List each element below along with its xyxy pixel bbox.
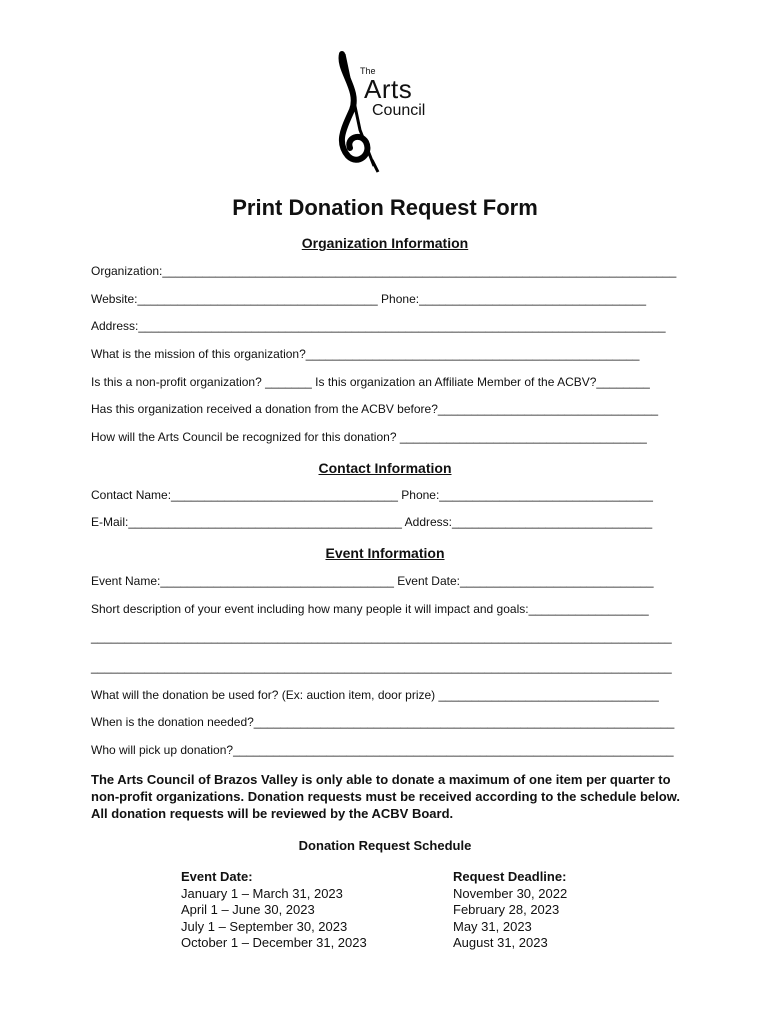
schedule-deadline-row: November 30, 2022	[453, 885, 568, 901]
event-section-heading: Event Information	[325, 545, 445, 561]
schedule-event-row: October 1 – December 31, 2023	[181, 935, 367, 950]
logo-the-text: The	[360, 66, 376, 76]
request-deadline-header: Request Deadline:	[453, 869, 567, 884]
nonprofit-affiliate-field[interactable]: Is this a non-profit organization? _______ Is this organization an Affiliate Member of the ACBV?________	[91, 375, 650, 389]
event-description-line-2[interactable]: _______________________________________________________________________________________	[91, 630, 672, 644]
donation-use-field[interactable]: What will the donation be used for? (Ex: auction item, door prize) _________________________________	[91, 688, 659, 702]
event-name-date-field[interactable]: Event Name:___________________________________ Event Date:_____________________________	[91, 574, 654, 588]
contact-name-phone-field[interactable]: Contact Name:__________________________________ Phone:________________________________	[91, 488, 653, 502]
organization-section-heading: Organization Information	[301, 235, 469, 251]
event-date-column	[181, 869, 367, 952]
address-field[interactable]: Address:_______________________________________________________________________________	[91, 319, 666, 333]
schedule-deadline-row: August 31, 2023	[453, 935, 548, 950]
page-title: Print Donation Request Form	[232, 195, 538, 220]
previous-donation-field[interactable]: Has this organization received a donation from the ACBV before?_________________________________	[91, 402, 659, 416]
contact-section-heading: Contact Information	[318, 460, 452, 476]
schedule-deadline-row: February 28, 2023	[453, 902, 560, 917]
schedule-event-row: July 1 – September 30, 2023	[181, 918, 348, 934]
schedule-title: Donation Request Schedule	[298, 838, 472, 853]
event-description-line-3[interactable]: _______________________________________________________________________________________	[91, 660, 672, 674]
donation-needed-field[interactable]: When is the donation needed?_______________________________________________________________	[91, 715, 675, 729]
request-deadline-column	[453, 869, 567, 952]
event-date-header: Event Date:	[181, 869, 253, 884]
recognition-field[interactable]: How will the Arts Council be recognized for this donation? _____________________________________	[91, 430, 647, 444]
donation-policy-note: The Arts Council of Brazos Valley is only able to donate a maximum of one item per quarter to non-profit organizations. Donation requests must be received according to the schedule below. All donation requests will be reviewed by the ACBV Board.	[91, 772, 680, 821]
arts-council-logo	[330, 50, 445, 175]
event-description-field[interactable]: Short description of your event including how many people it will impact and goals:__________________	[91, 602, 649, 616]
logo-council-text: Council	[372, 102, 426, 119]
schedule-event-row: April 1 – June 30, 2023	[181, 902, 315, 917]
website-phone-field[interactable]: Website:____________________________________ Phone:__________________________________	[91, 292, 646, 306]
schedule-deadline-row: May 31, 2023	[453, 918, 532, 934]
schedule-event-row: January 1 – March 31, 2023	[181, 885, 343, 901]
pickup-field[interactable]: Who will pick up donation?__________________________________________________________________	[91, 743, 674, 757]
organization-field[interactable]: Organization:_____________________________________________________________________________	[91, 264, 677, 278]
logo-arts-text: Arts	[364, 74, 413, 104]
mission-field[interactable]: What is the mission of this organization?__________________________________________________	[91, 347, 640, 361]
email-address-field[interactable]: E-Mail:_________________________________________ Address:______________________________	[91, 515, 653, 529]
